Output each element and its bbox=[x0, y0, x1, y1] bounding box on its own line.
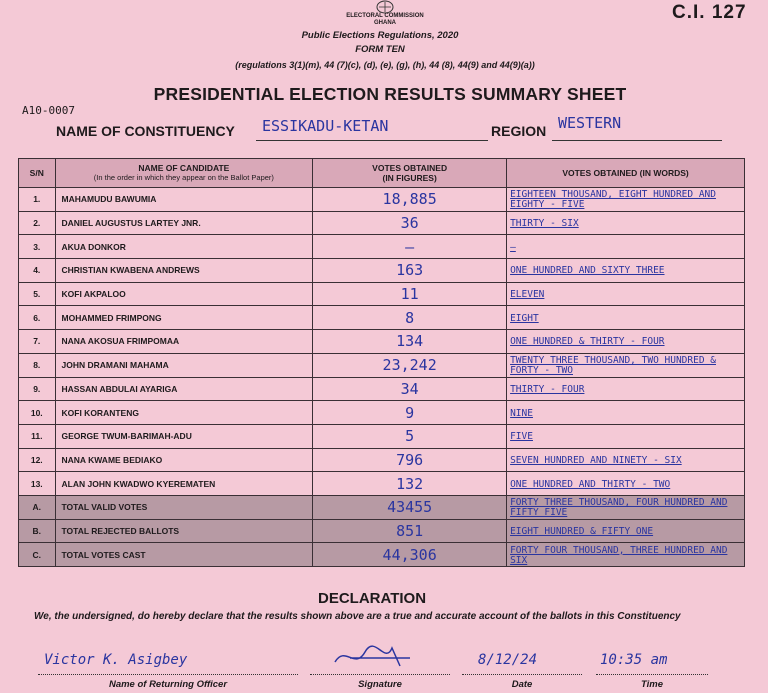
form-name: FORM TEN bbox=[355, 44, 405, 55]
form-code: C.I. 127 bbox=[672, 2, 747, 23]
header-figures: VOTES OBTAINED (IN FIGURES) bbox=[313, 159, 507, 188]
votes-figures: 44,306 bbox=[313, 543, 507, 567]
candidate-row bbox=[19, 282, 745, 306]
time-label: Time bbox=[640, 679, 663, 690]
row-sn: 10. bbox=[19, 401, 56, 425]
candidate-row bbox=[19, 353, 745, 377]
candidate-row bbox=[19, 235, 745, 259]
constituency-value: ESSIKADU-KETAN bbox=[262, 117, 389, 135]
candidate-name: JOHN DRAMANI MAHAMA bbox=[55, 353, 313, 377]
votes-words: ONE HUNDRED & THIRTY - FOUR bbox=[507, 330, 745, 354]
declaration-text: We, the undersigned, do hereby declare that the results shown above are a true and accurate account of the ballots in this Constituency bbox=[34, 611, 681, 622]
row-sn: B. bbox=[19, 519, 56, 543]
candidate-name: TOTAL REJECTED BALLOTS bbox=[55, 519, 313, 543]
date-label: Date bbox=[511, 679, 533, 690]
votes-words: THIRTY - SIX bbox=[507, 211, 745, 235]
page-title: PRESIDENTIAL ELECTION RESULTS SUMMARY SHEET bbox=[153, 84, 627, 104]
votes-figures: 851 bbox=[313, 519, 507, 543]
candidate-name: TOTAL VOTES CAST bbox=[55, 543, 313, 567]
constituency-code: A10-0007 bbox=[22, 104, 75, 117]
candidate-name: CHRISTIAN KWABENA ANDREWS bbox=[55, 259, 313, 283]
candidate-row bbox=[19, 259, 745, 283]
votes-words: EIGHTEEN THOUSAND, EIGHT HUNDRED AND EIGHTY - FIVE bbox=[507, 188, 745, 212]
candidate-name: TOTAL VALID VOTES bbox=[55, 495, 313, 519]
region-value: WESTERN bbox=[558, 114, 622, 132]
votes-words: ONE HUNDRED AND THIRTY - TWO bbox=[507, 472, 745, 496]
coat-of-arms-icon bbox=[366, 0, 404, 14]
regulations-title: Public Elections Regulations, 2020 bbox=[301, 30, 459, 41]
candidate-name: AKUA DONKOR bbox=[55, 235, 313, 259]
row-sn: 8. bbox=[19, 353, 56, 377]
votes-words: FORTY THREE THOUSAND, FOUR HUNDRED AND FIFTY FIVE bbox=[507, 495, 745, 519]
votes-words: EIGHT bbox=[507, 306, 745, 330]
header-sn: S/N bbox=[19, 159, 56, 188]
candidate-name: NANA AKOSUA FRIMPOMAA bbox=[55, 330, 313, 354]
row-sn: 7. bbox=[19, 330, 56, 354]
row-sn: 11. bbox=[19, 424, 56, 448]
signature-label: Signature bbox=[358, 679, 402, 690]
votes-words: SEVEN HUNDRED AND NINETY - SIX bbox=[507, 448, 745, 472]
candidate-name: DANIEL AUGUSTUS LARTEY JNR. bbox=[55, 211, 313, 235]
total-row bbox=[19, 495, 745, 519]
votes-figures: 132 bbox=[313, 472, 507, 496]
row-sn: 13. bbox=[19, 472, 56, 496]
candidate-row bbox=[19, 448, 745, 472]
declaration-title: DECLARATION bbox=[318, 590, 427, 607]
row-sn: 5. bbox=[19, 282, 56, 306]
candidate-name: KOFI AKPALOO bbox=[55, 282, 313, 306]
row-sn: 9. bbox=[19, 377, 56, 401]
row-sn: 1. bbox=[19, 188, 56, 212]
candidate-row bbox=[19, 424, 745, 448]
commission-name: ELECTORAL COMMISSION GHANA bbox=[346, 13, 424, 26]
candidate-row bbox=[19, 306, 745, 330]
header-name: NAME OF CANDIDATE (In the order in which they appear on the Ballot Paper) bbox=[55, 159, 313, 188]
total-row bbox=[19, 519, 745, 543]
candidate-row bbox=[19, 472, 745, 496]
row-sn: 4. bbox=[19, 259, 56, 283]
date-value: 8/12/24 bbox=[478, 652, 538, 668]
region-label: REGION bbox=[491, 123, 547, 139]
results-table bbox=[18, 158, 745, 567]
votes-figures: 134 bbox=[313, 330, 507, 354]
candidate-name: KOFI KORANTENG bbox=[55, 401, 313, 425]
time-value: 10:35 am bbox=[600, 652, 668, 668]
candidate-row bbox=[19, 377, 745, 401]
officer-name-label: Name of Returning Officer bbox=[108, 679, 228, 690]
votes-figures: 163 bbox=[313, 259, 507, 283]
total-row bbox=[19, 543, 745, 567]
votes-figures: — bbox=[313, 235, 507, 259]
candidate-name: HASSAN ABDULAI AYARIGA bbox=[55, 377, 313, 401]
votes-figures: 8 bbox=[313, 306, 507, 330]
candidate-name: GEORGE TWUM-BARIMAH-ADU bbox=[55, 424, 313, 448]
row-sn: 3. bbox=[19, 235, 56, 259]
candidate-name: MOHAMMED FRIMPONG bbox=[55, 306, 313, 330]
candidate-row bbox=[19, 330, 745, 354]
votes-figures: 11 bbox=[313, 282, 507, 306]
votes-words: TWENTY THREE THOUSAND, TWO HUNDRED & FORTY - TWO bbox=[507, 353, 745, 377]
votes-figures: 18,885 bbox=[313, 188, 507, 212]
votes-words: — bbox=[507, 235, 745, 259]
votes-figures: 5 bbox=[313, 424, 507, 448]
votes-figures: 9 bbox=[313, 401, 507, 425]
votes-figures: 23,242 bbox=[313, 353, 507, 377]
officer-name-value: Victor K. Asigbey bbox=[44, 652, 188, 668]
votes-words: FIVE bbox=[507, 424, 745, 448]
row-sn: 6. bbox=[19, 306, 56, 330]
votes-words: ELEVEN bbox=[507, 282, 745, 306]
votes-figures: 43455 bbox=[313, 495, 507, 519]
candidate-name: NANA KWAME BEDIAKO bbox=[55, 448, 313, 472]
row-sn: 12. bbox=[19, 448, 56, 472]
votes-figures: 796 bbox=[313, 448, 507, 472]
header-words: VOTES OBTAINED (IN WORDS) bbox=[507, 159, 745, 188]
votes-words: FORTY FOUR THOUSAND, THREE HUNDRED AND SIX bbox=[507, 543, 745, 567]
regulations-reference: (regulations 3(1)(m), 44 (7)(c), (d), (e), (g), (h), 44 (8), 44(9) and 44(9)(a)) bbox=[235, 60, 535, 70]
row-sn: C. bbox=[19, 543, 56, 567]
candidate-name: ALAN JOHN KWADWO KYEREMATEN bbox=[55, 472, 313, 496]
signature-mark bbox=[330, 640, 420, 674]
votes-words: ONE HUNDRED AND SIXTY THREE bbox=[507, 259, 745, 283]
constituency-label: NAME OF CONSTITUENCY bbox=[56, 123, 235, 139]
candidate-row bbox=[19, 188, 745, 212]
votes-words: NINE bbox=[507, 401, 745, 425]
votes-words: THIRTY - FOUR bbox=[507, 377, 745, 401]
votes-figures: 34 bbox=[313, 377, 507, 401]
row-sn: A. bbox=[19, 495, 56, 519]
candidate-name: MAHAMUDU BAWUMIA bbox=[55, 188, 313, 212]
votes-words: EIGHT HUNDRED & FIFTY ONE bbox=[507, 519, 745, 543]
candidate-row bbox=[19, 401, 745, 425]
row-sn: 2. bbox=[19, 211, 56, 235]
candidate-row bbox=[19, 211, 745, 235]
votes-figures: 36 bbox=[313, 211, 507, 235]
